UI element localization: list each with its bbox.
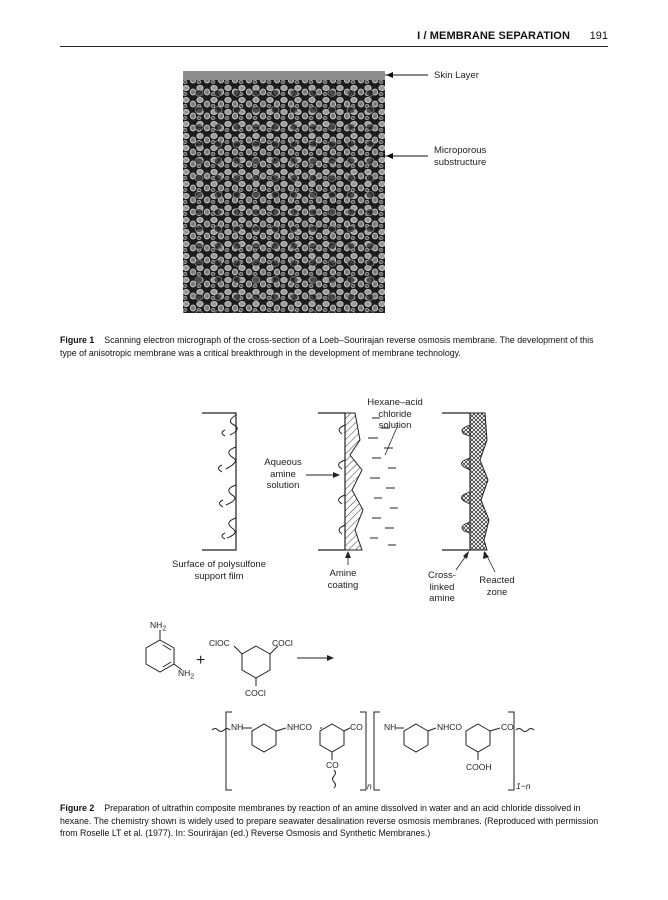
chem-cooh: COOH (466, 762, 492, 772)
chem-nh-b: NH (384, 722, 397, 732)
label-substructure: substructure (434, 157, 487, 168)
label-reacted-zone: Reacted zone (479, 575, 515, 598)
label-surface-polysulfone: Surface of polysulfone support film (171, 559, 266, 582)
section-title: I / MEMBRANE SEPARATION (417, 30, 570, 42)
label-skin-layer: Skin Layer (434, 70, 479, 81)
chem-nhco-a: NHCO (287, 722, 313, 732)
reactant-diamine (146, 630, 182, 672)
chem-nh2-bottom: $NH_2$ (178, 668, 195, 681)
chem-cocl-bottom: COCl (245, 688, 266, 698)
chem-subscript-n: n (367, 781, 372, 791)
chem-plus: + (196, 652, 206, 669)
figure1-caption-text: Scanning electron micrograph of the cross-section of a Loeb–Sourirajan reverse osmosis membrane. The development of this type of anisotropic membrane was a critical breakthrough in the development of membrane technology. (60, 335, 594, 358)
support-film-panel (202, 413, 237, 550)
chem-cloc: ClOC (209, 638, 230, 648)
chem-co-c: CO (501, 722, 514, 732)
label-crosslinked-amine: Cross- linked amine (428, 570, 456, 604)
label-microporous: Microporous (434, 145, 487, 156)
chem-co-a: CO (350, 722, 363, 732)
chem-nhco-b: NHCO (437, 722, 463, 732)
amine-coating-panel (306, 413, 398, 565)
crosslinked-panel (442, 413, 495, 572)
figure2-label: Figure 2 (60, 803, 95, 813)
label-hexane: Hexane–acid chloride solution (367, 397, 423, 431)
figure1-label: Figure 1 (60, 335, 95, 345)
figure2-caption (60, 802, 608, 840)
page-number: 191 (589, 30, 608, 42)
label-aqueous-amine: Aqueous amine solution (264, 457, 302, 491)
reactant-acid-chloride (234, 646, 278, 686)
chem-nh2-top: $NH_2$ (150, 620, 167, 633)
polymer-repeat-unit (212, 712, 534, 790)
chem-subscript-1-n: 1−n (516, 781, 531, 791)
label-amine-coating: Amine coating (327, 568, 359, 591)
figure2-caption-text: Preparation of ultrathin composite membranes by reaction of an amine dissolved in water and an acid chloride dissolved in hexane. The chemistry shown is widely used to prepare seawater desalination reverse osmosis membranes. (Reproduced with permission from Roselle LT et al. (1977). In: Sourirájan (ed.) Reverse Osmosis and Synthetic Membranes.) (60, 803, 599, 838)
chem-co-b: CO (326, 760, 339, 770)
chem-cocl-right: COCl (272, 638, 293, 648)
chem-nh-a: NH (231, 722, 244, 732)
